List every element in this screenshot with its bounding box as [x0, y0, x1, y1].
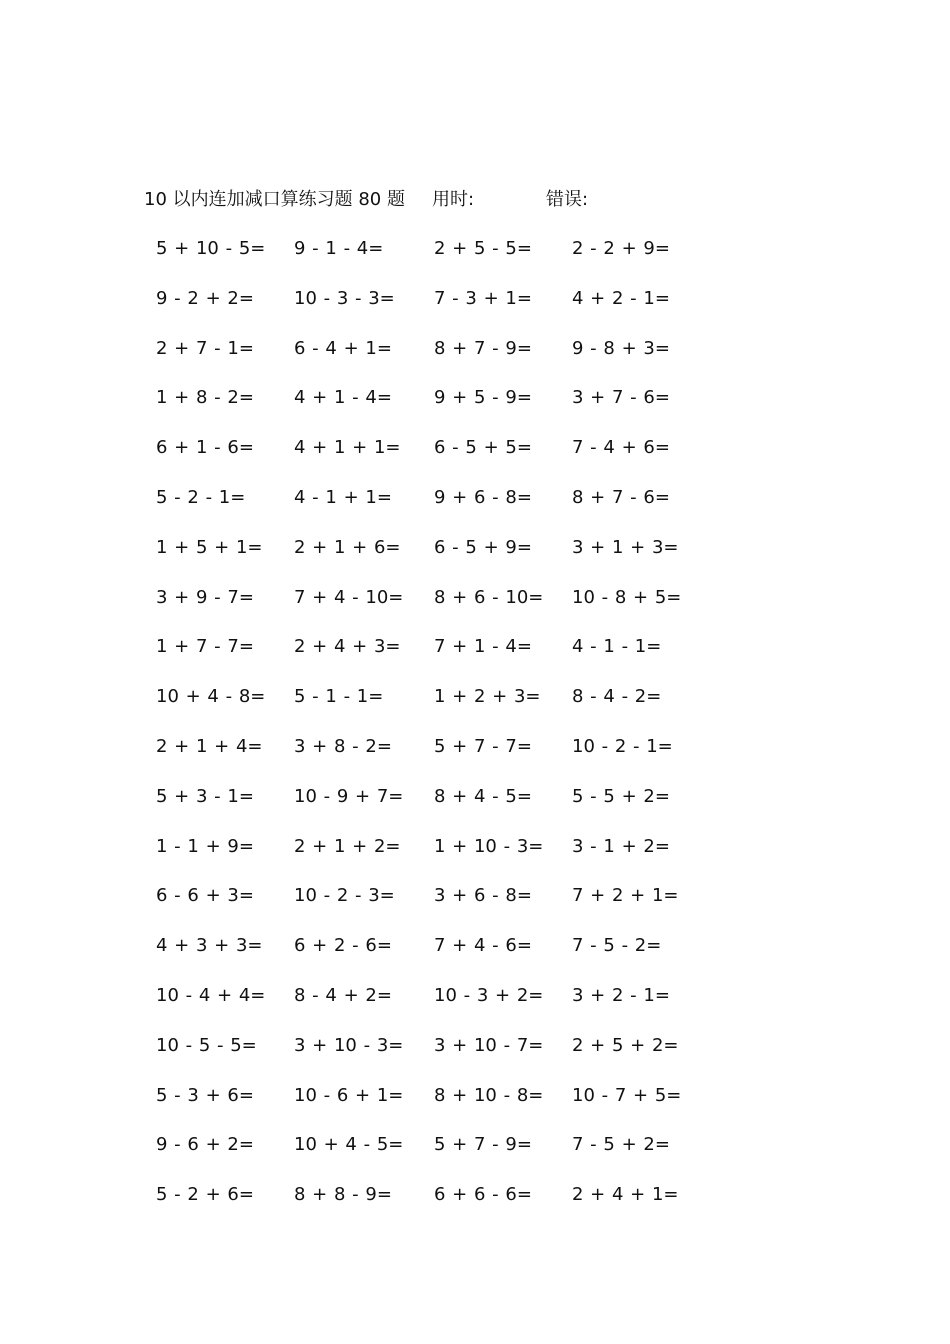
problem: 8 + 8 - 9= — [294, 1184, 392, 1206]
problem: 6 + 2 - 6= — [294, 935, 392, 957]
problem-row — [0, 383, 950, 433]
problem: 2 + 4 + 3= — [294, 636, 401, 658]
problem: 3 - 1 + 2= — [572, 835, 670, 857]
problem: 10 - 5 - 5= — [156, 1034, 257, 1056]
problem: 1 + 10 - 3= — [434, 835, 544, 857]
problem-row — [0, 1031, 950, 1081]
problem: 7 - 3 + 1= — [434, 287, 532, 309]
problem: 8 + 7 - 6= — [572, 486, 670, 508]
problem-row — [0, 1081, 950, 1131]
problem: 9 - 1 - 4= — [294, 238, 384, 259]
problem-row — [0, 284, 950, 334]
problem: 2 + 4 + 1= — [572, 1184, 679, 1206]
problem: 2 + 5 - 5= — [434, 238, 532, 259]
problem-row — [0, 334, 950, 384]
problem: 1 + 7 - 7= — [156, 636, 254, 658]
problem: 9 + 6 - 8= — [434, 486, 532, 508]
problem: 6 + 1 - 6= — [156, 437, 254, 459]
problem: 10 - 2 - 1= — [572, 735, 673, 757]
problem: 1 + 8 - 2= — [156, 387, 254, 409]
problem: 3 + 6 - 8= — [434, 885, 532, 907]
problem-row — [0, 234, 950, 284]
errors-label: 错误: — [546, 189, 589, 210]
problem: 10 - 4 + 4= — [156, 984, 266, 1006]
problem: 7 + 1 - 4= — [434, 636, 532, 658]
problem-row — [0, 981, 950, 1031]
problem: 1 + 5 + 1= — [156, 536, 263, 558]
problem: 6 - 5 + 5= — [434, 437, 532, 459]
problem: 2 + 7 - 1= — [156, 337, 254, 359]
problem: 7 + 2 + 1= — [572, 885, 679, 907]
problem: 5 + 3 - 1= — [156, 785, 254, 807]
problem: 9 - 6 + 2= — [156, 1134, 254, 1156]
problem: 2 + 1 + 6= — [294, 536, 401, 558]
problem: 5 - 3 + 6= — [156, 1084, 254, 1106]
problem: 10 + 4 - 5= — [294, 1134, 404, 1156]
problem: 9 + 5 - 9= — [434, 387, 532, 409]
problem: 2 - 2 + 9= — [572, 238, 670, 259]
problem-row — [0, 782, 950, 832]
problem: 10 + 4 - 8= — [156, 686, 266, 708]
problem: 3 + 9 - 7= — [156, 586, 254, 608]
problem: 8 + 4 - 5= — [434, 785, 532, 807]
problem: 8 + 7 - 9= — [434, 337, 532, 359]
problem: 6 - 6 + 3= — [156, 885, 254, 907]
problem: 5 - 1 - 1= — [294, 686, 384, 708]
problem-row — [0, 1130, 950, 1180]
problem: 7 - 5 - 2= — [572, 935, 662, 957]
problem: 4 - 1 - 1= — [572, 636, 662, 658]
problem: 4 + 3 + 3= — [156, 935, 263, 957]
problem: 3 + 10 - 7= — [434, 1034, 544, 1056]
problem: 6 - 5 + 9= — [434, 536, 532, 558]
problem: 10 - 3 - 3= — [294, 287, 395, 309]
problem: 5 + 7 - 9= — [434, 1134, 532, 1156]
problem: 10 - 2 - 3= — [294, 885, 395, 907]
problem: 10 - 6 + 1= — [294, 1084, 404, 1106]
problem: 7 + 4 - 6= — [434, 935, 532, 957]
problem: 4 - 1 + 1= — [294, 486, 392, 508]
problem: 3 + 2 - 1= — [572, 984, 670, 1006]
problem: 5 - 5 + 2= — [572, 785, 670, 807]
problem: 5 - 2 - 1= — [156, 486, 246, 508]
problem: 1 + 2 + 3= — [434, 686, 541, 708]
problem: 8 - 4 - 2= — [572, 686, 662, 708]
problem-row — [0, 1180, 950, 1230]
problem: 8 + 6 - 10= — [434, 586, 544, 608]
problem-row — [0, 583, 950, 633]
problem: 6 + 6 - 6= — [434, 1184, 532, 1206]
problem: 3 + 1 + 3= — [572, 536, 679, 558]
problem: 5 + 10 - 5= — [156, 238, 266, 259]
worksheet-title: 10 以内连加减口算练习题 80 题 — [144, 189, 405, 210]
problem-row — [0, 433, 950, 483]
problem: 10 - 7 + 5= — [572, 1084, 682, 1106]
time-used-label: 用时: — [432, 189, 475, 210]
problem: 1 - 1 + 9= — [156, 835, 254, 857]
problem: 4 + 1 + 1= — [294, 437, 401, 459]
problem: 2 + 5 + 2= — [572, 1034, 679, 1056]
problem-row — [0, 931, 950, 981]
problem: 6 - 4 + 1= — [294, 337, 392, 359]
problem: 5 + 7 - 7= — [434, 735, 532, 757]
problem: 10 - 8 + 5= — [572, 586, 682, 608]
problem-row — [0, 682, 950, 732]
problem-row — [0, 832, 950, 882]
problem: 8 + 10 - 8= — [434, 1084, 544, 1106]
problem: 10 - 9 + 7= — [294, 785, 404, 807]
problem: 2 + 1 + 4= — [156, 735, 263, 757]
problem: 4 + 2 - 1= — [572, 287, 670, 309]
problem-row — [0, 881, 950, 931]
problem-grid — [0, 234, 950, 1230]
problem: 8 - 4 + 2= — [294, 984, 392, 1006]
problem: 9 - 8 + 3= — [572, 337, 670, 359]
problem: 7 - 5 + 2= — [572, 1134, 670, 1156]
problem: 3 + 7 - 6= — [572, 387, 670, 409]
problem: 7 + 4 - 10= — [294, 586, 404, 608]
problem: 9 - 2 + 2= — [156, 287, 254, 309]
problem: 5 - 2 + 6= — [156, 1184, 254, 1206]
problem: 3 + 8 - 2= — [294, 735, 392, 757]
problem: 7 - 4 + 6= — [572, 437, 670, 459]
problem-row — [0, 533, 950, 583]
problem: 10 - 3 + 2= — [434, 984, 544, 1006]
problem-row — [0, 732, 950, 782]
problem: 2 + 1 + 2= — [294, 835, 401, 857]
problem: 3 + 10 - 3= — [294, 1034, 404, 1056]
problem: 4 + 1 - 4= — [294, 387, 392, 409]
problem-row — [0, 483, 950, 533]
problem-row — [0, 632, 950, 682]
